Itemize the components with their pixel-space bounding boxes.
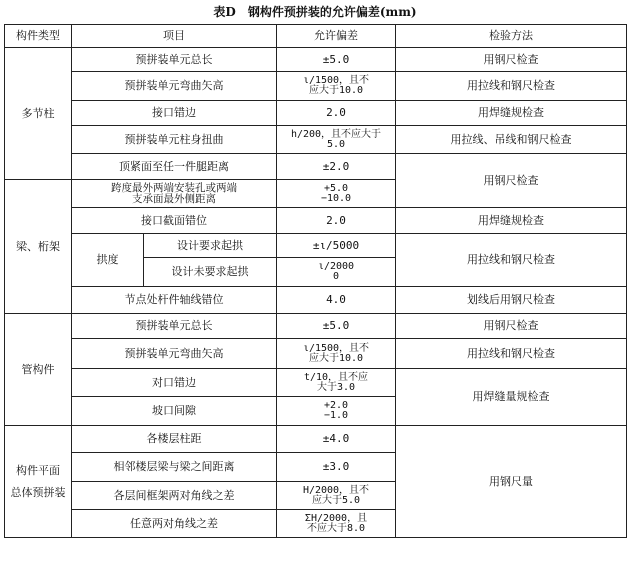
deviation-cell: h/200，且不应大于 5.0 — [277, 126, 396, 154]
item-cell: 节点处杆件轴线错位 — [72, 287, 277, 314]
method-cell: 用钢尺检查 — [396, 154, 627, 208]
deviation-cell: +2.0 −1.0 — [277, 397, 396, 426]
table-row — [5, 234, 627, 258]
deviation-cell: 2.0 — [277, 101, 396, 126]
table-row — [5, 101, 627, 126]
deviation-cell: ι/1500，且不 应大于10.0 — [277, 72, 396, 101]
table-row — [5, 48, 627, 72]
item-cell: 设计要求起拱 — [144, 234, 277, 258]
group-tube: 管构件 — [5, 314, 72, 426]
table-row — [5, 154, 627, 180]
item-cell: 各层间框架两对角线之差 — [72, 482, 277, 510]
deviation-cell: t/10，且不应 大于3.0 — [277, 369, 396, 397]
deviation-cell: ±5.0 — [277, 314, 396, 339]
method-cell: 用钢尺量 — [396, 426, 627, 538]
item-cell: 相邻楼层梁与梁之间距离 — [72, 453, 277, 482]
item-cell: 预拼装单元弯曲矢高 — [72, 72, 277, 101]
table-row — [5, 314, 627, 339]
item-cell: 任意两对角线之差 — [72, 510, 277, 538]
header-deviation: 允许偏差 — [277, 25, 396, 48]
group-multi-column: 多节柱 — [5, 48, 72, 180]
deviation-cell: ι/1500，且不 应大于10.0 — [277, 339, 396, 369]
deviation-cell: H/2000，且不 应大于5.0 — [277, 482, 396, 510]
table-row — [5, 287, 627, 314]
table-row — [5, 72, 627, 101]
item-cell: 预拼装单元总长 — [72, 314, 277, 339]
method-cell: 用拉线和钢尺检查 — [396, 234, 627, 287]
deviation-cell: ι/2000 0 — [277, 258, 396, 287]
group-beam-truss: 梁、桁架 — [5, 180, 72, 314]
method-cell: 用焊缝规检查 — [396, 101, 627, 126]
table-row — [5, 126, 627, 154]
method-cell: 用钢尺检查 — [396, 48, 627, 72]
header-row — [5, 25, 627, 48]
method-cell: 用钢尺检查 — [396, 314, 627, 339]
item-cell: 接口截面错位 — [72, 208, 277, 234]
item-cell: 对口错边 — [72, 369, 277, 397]
deviation-cell: ±3.0 — [277, 453, 396, 482]
header-method: 检验方法 — [396, 25, 627, 48]
table-row — [5, 369, 627, 397]
table-caption: 表D 钢构件预拼装的允许偏差(mm) — [213, 5, 417, 19]
method-cell: 用拉线和钢尺检查 — [396, 72, 627, 101]
method-cell: 用焊缝量规检查 — [396, 369, 627, 426]
tolerance-table — [4, 24, 627, 538]
deviation-cell: ±4.0 — [277, 426, 396, 453]
deviation-cell: ±5.0 — [277, 48, 396, 72]
table-row — [5, 426, 627, 453]
item-cell: 顶紧面至任一件腿距离 — [72, 154, 277, 180]
method-cell: 用焊缝规检查 — [396, 208, 627, 234]
item-cell: 坡口间隙 — [72, 397, 277, 426]
item-cell: 各楼层柱距 — [72, 426, 277, 453]
deviation-cell: 2.0 — [277, 208, 396, 234]
item-cell: 预拼装单元弯曲矢高 — [72, 339, 277, 369]
table-row — [5, 339, 627, 369]
method-cell: 用拉线、吊线和钢尺检查 — [396, 126, 627, 154]
deviation-cell: ±2.0 — [277, 154, 396, 180]
deviation-cell: ±ι/5000 — [277, 234, 396, 258]
item-cell: 设计未要求起拱 — [144, 258, 277, 287]
group-overall: 构件平面 总体预拼装 — [5, 426, 72, 538]
deviation-cell: ΣH/2000，且 不应大于8.0 — [277, 510, 396, 538]
method-cell: 用拉线和钢尺检查 — [396, 339, 627, 369]
header-type: 构件类型 — [5, 25, 72, 48]
method-cell: 划线后用钢尺检查 — [396, 287, 627, 314]
camber-label: 拱度 — [72, 234, 144, 287]
deviation-cell: 4.0 — [277, 287, 396, 314]
item-cell: 预拼装单元总长 — [72, 48, 277, 72]
table-row — [5, 208, 627, 234]
deviation-cell: +5.0 −10.0 — [277, 180, 396, 208]
item-cell: 跨度最外两端安装孔或两端 支承面最外侧距离 — [72, 180, 277, 208]
item-cell: 接口错边 — [72, 101, 277, 126]
header-item: 项目 — [72, 25, 277, 48]
item-cell: 预拼装单元柱身扭曲 — [72, 126, 277, 154]
